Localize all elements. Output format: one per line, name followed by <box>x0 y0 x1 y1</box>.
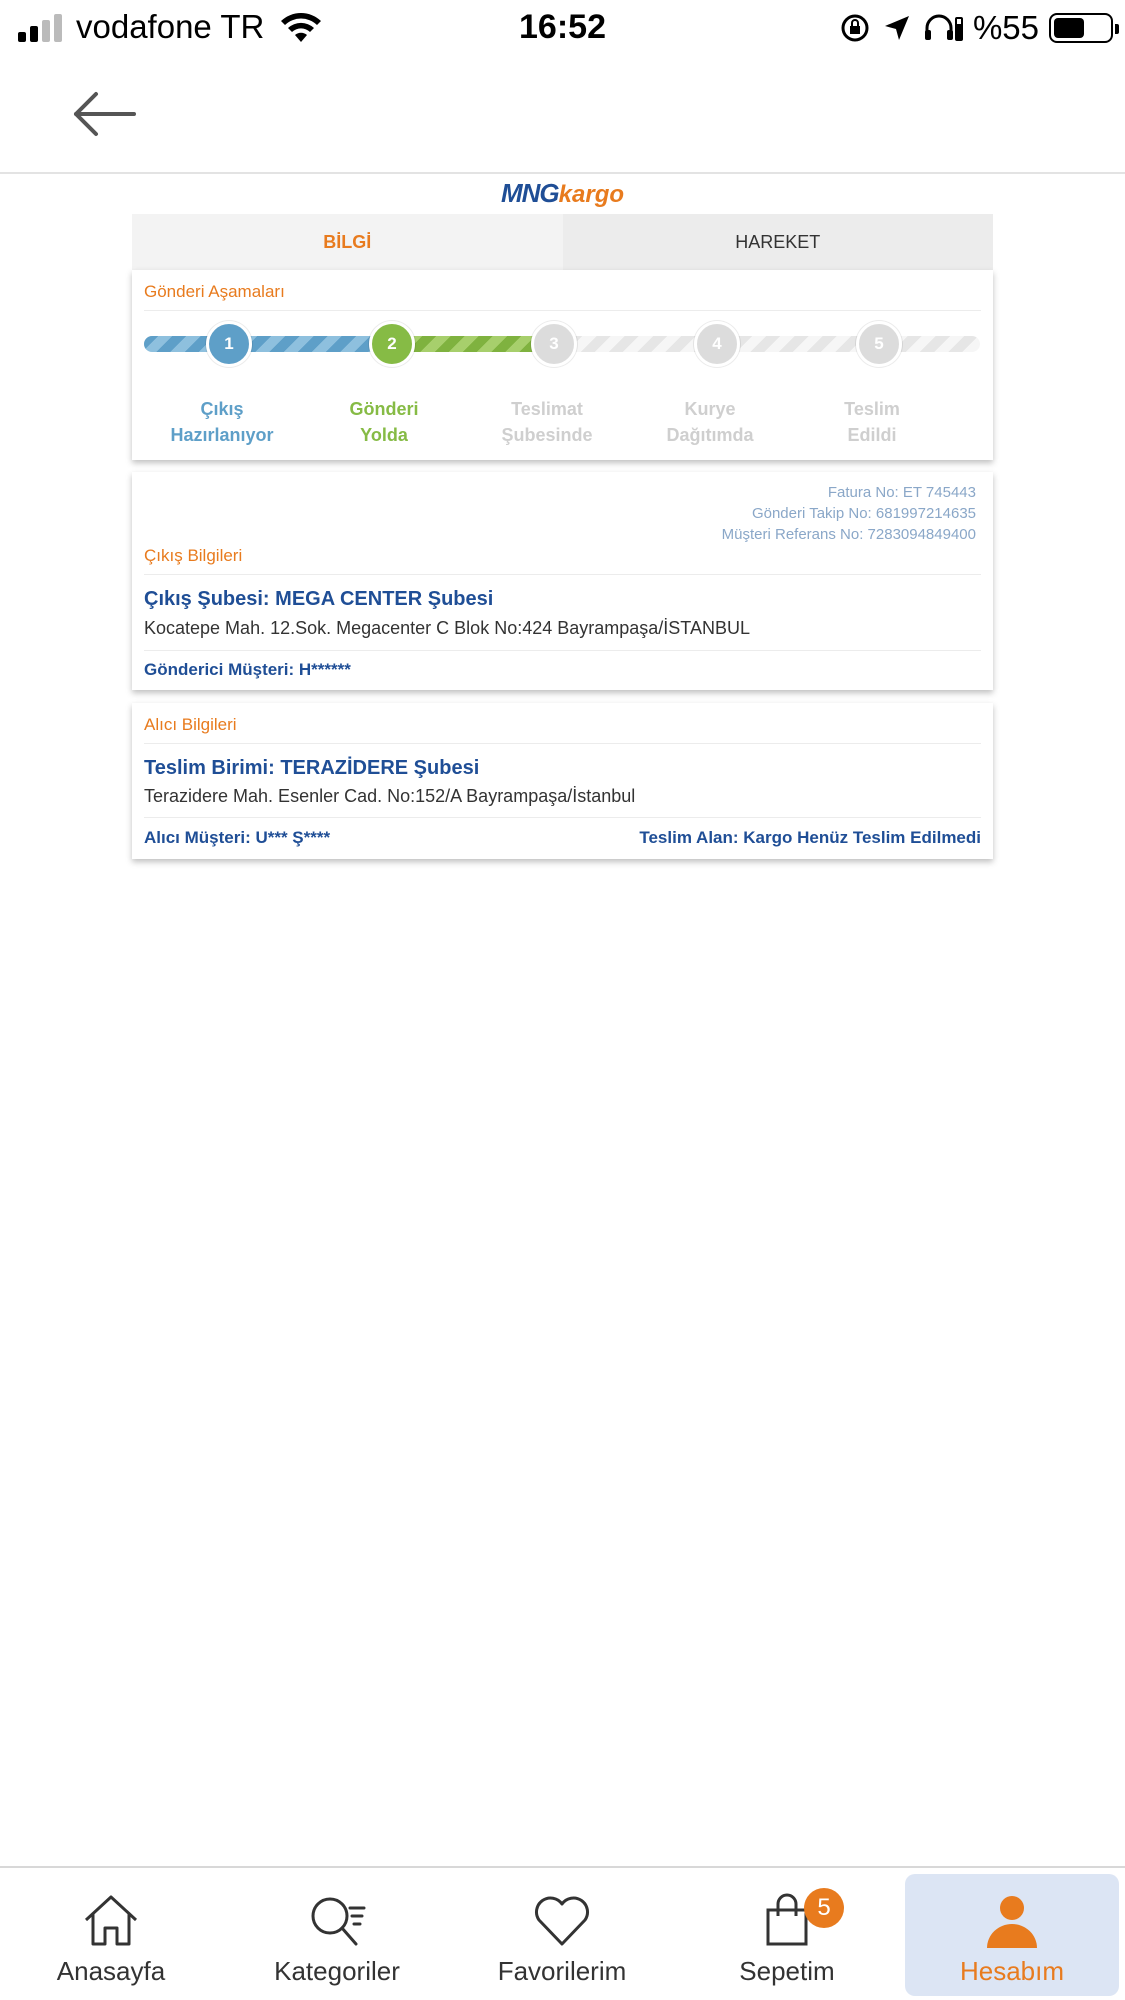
step-4-circle: 4 <box>694 321 740 367</box>
arrow-left-icon[interactable] <box>70 88 140 140</box>
origin-info-card <box>132 472 993 690</box>
delivered-to-status: Teslim Alan: Kargo Henüz Teslim Edilmedi <box>639 828 981 847</box>
reference-number: Müşteri Referans No: 7283094849400 <box>721 526 976 543</box>
origin-branch: Çıkış Şubesi: MEGA CENTER Şubesi <box>144 588 494 610</box>
destination-info-card <box>132 703 993 859</box>
receiver-customer: Alıcı Müşteri: U*** Ş**** <box>144 828 331 847</box>
origin-address: Kocatepe Mah. 12.Sok. Megacenter C Blok No:424 Bayrampaşa/İSTANBUL <box>144 618 750 638</box>
step-4-label: Kurye Dağıtımda <box>666 399 754 445</box>
step-5-label: Teslim Edildi <box>844 399 900 445</box>
step-2-label: Gönderi Yolda <box>349 399 419 445</box>
search-categories-icon <box>306 1892 368 1948</box>
battery-percent: %55 <box>972 9 1039 46</box>
step-3-circle: 3 <box>531 321 577 367</box>
user-icon <box>981 1892 1043 1948</box>
sender-customer: Gönderici Müşteri: H****** <box>144 660 351 679</box>
home-icon <box>80 1892 142 1948</box>
battery-icon <box>1049 13 1113 43</box>
tab-hareket[interactable]: HAREKET <box>563 214 994 270</box>
app-header <box>0 58 1125 174</box>
headphones-battery-icon <box>923 12 963 44</box>
status-bar <box>0 0 1125 58</box>
step-1-circle: 1 <box>206 321 252 367</box>
stages-title: Gönderi Aşamaları <box>144 282 285 301</box>
shipment-stages-card <box>132 270 993 460</box>
delivery-branch: Teslim Birimi: TERAZİDERE Şubesi <box>144 757 480 779</box>
nav-sepetim[interactable]: 5 Sepetim <box>680 1874 894 1996</box>
bottom-navigation <box>0 1866 1125 2000</box>
nav-hesabim[interactable]: Hesabım <box>905 1874 1119 1996</box>
nav-favorilerim[interactable]: Favorilerim <box>455 1874 669 1996</box>
step-5-circle: 5 <box>856 321 902 367</box>
invoice-number: Fatura No: ET 745443 <box>827 484 976 501</box>
carrier-name: vodafone TR <box>76 8 265 45</box>
tracking-number: Gönderi Takip No: 681997214635 <box>751 505 976 522</box>
clock: 16:52 <box>519 8 606 46</box>
mng-kargo-logo: MNGkargo <box>500 178 625 208</box>
heart-icon <box>531 1892 593 1948</box>
cart-count-badge: 5 <box>804 1888 844 1928</box>
step-2-circle: 2 <box>369 321 415 367</box>
nav-anasayfa[interactable]: Anasayfa <box>4 1874 218 1996</box>
step-3-label: Teslimat Şubesinde <box>501 399 593 445</box>
destination-title: Alıcı Bilgileri <box>144 715 237 734</box>
step-1-label: Çıkış Hazırlanıyor <box>170 399 274 445</box>
nav-kategoriler[interactable]: Kategoriler <box>230 1874 444 1996</box>
rotation-lock-icon <box>839 12 871 44</box>
destination-address: Terazidere Mah. Esenler Cad. No:152/A Bayrampaşa/İstanbul <box>144 786 636 806</box>
origin-title: Çıkış Bilgileri <box>144 546 243 565</box>
tab-bar <box>132 214 993 270</box>
tab-bilgi[interactable]: BİLGİ <box>132 214 563 270</box>
location-arrow-icon <box>881 12 913 44</box>
